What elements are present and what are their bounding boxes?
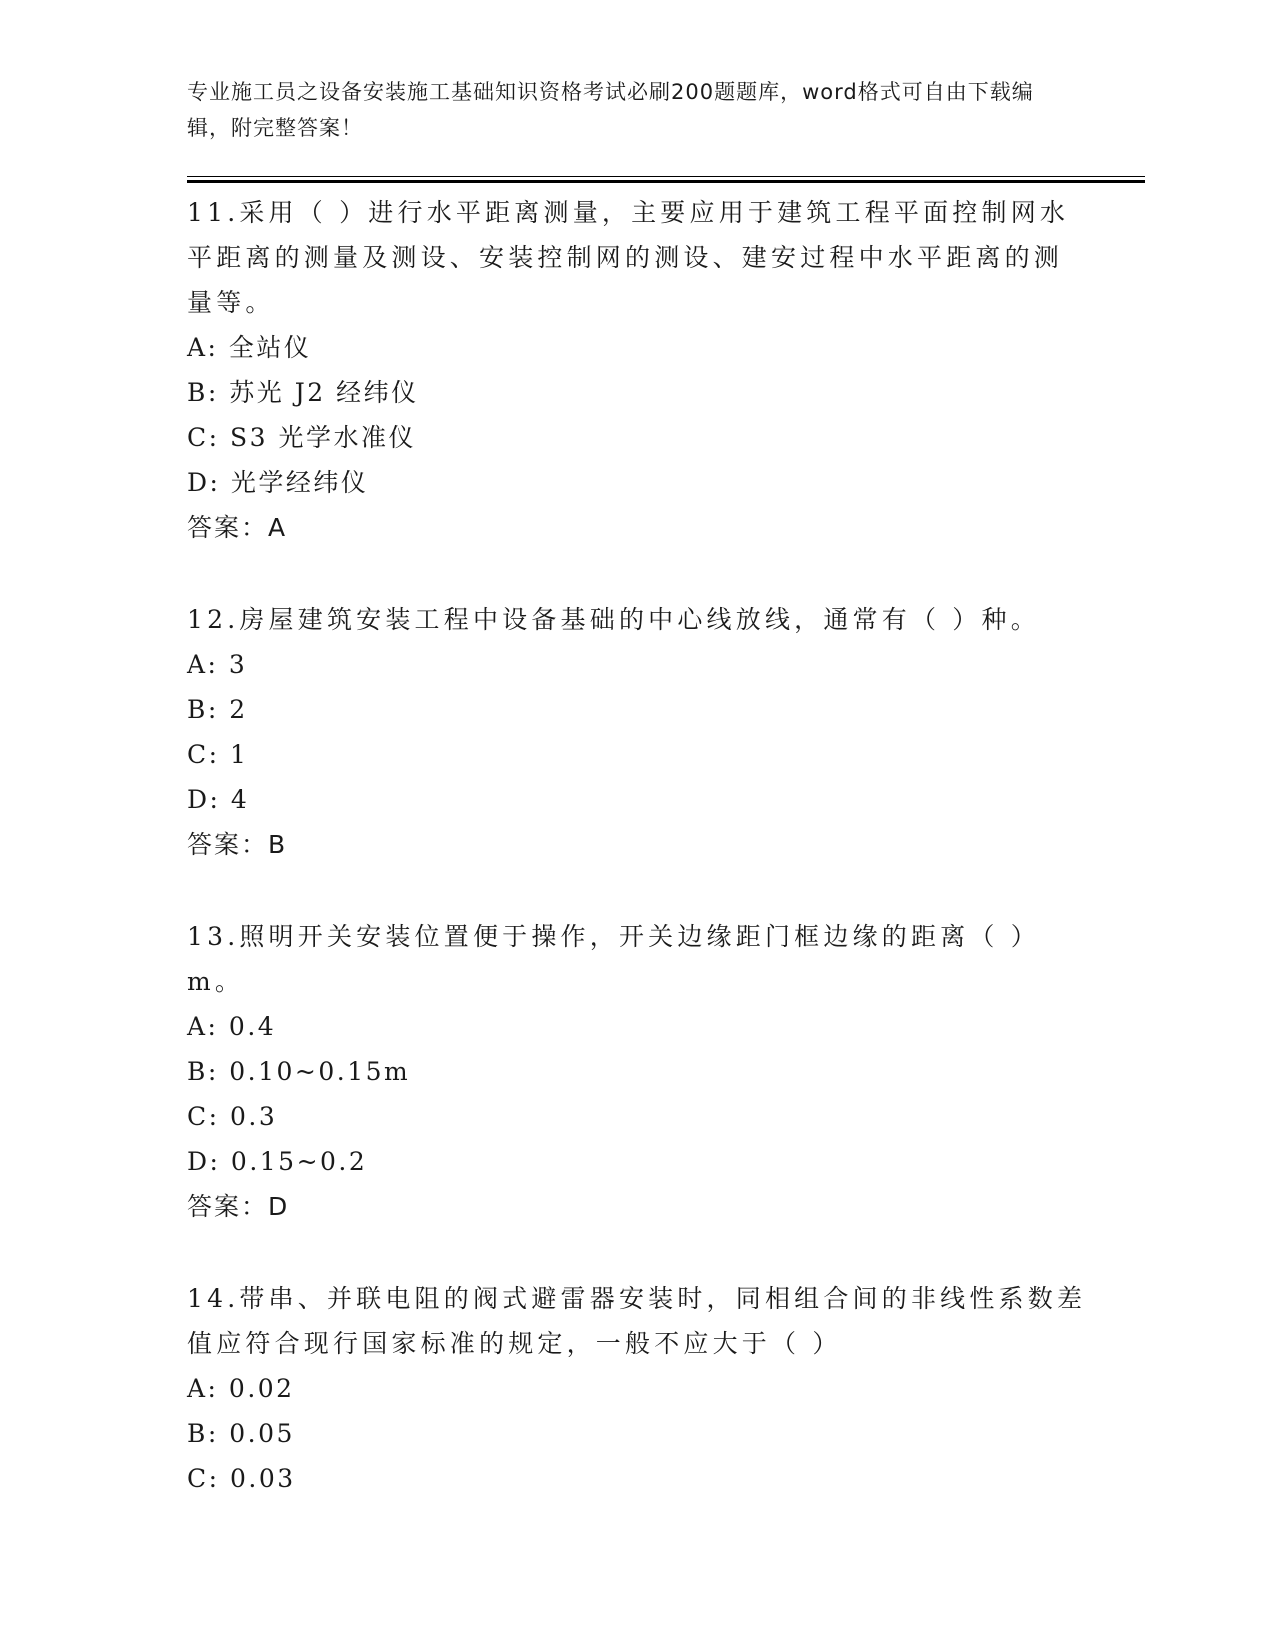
option-b: B: 苏光 J2 经纬仪	[187, 378, 419, 407]
header-divider-thin	[187, 176, 1145, 177]
question-stem: 12.房屋建筑安装工程中设备基础的中心线放线，通常有（ ）种。	[187, 605, 1040, 634]
question-stem: 11.采用（ ）进行水平距离测量，主要应用于建筑工程平面控制网水平距离的测量及测设、安装控制网的测设、建安过程中水平距离的测量等。	[187, 198, 1070, 317]
question-13	[187, 914, 1087, 1229]
answer: 答案：A	[187, 513, 288, 542]
question-list	[187, 190, 1087, 1548]
header-divider-thick	[187, 180, 1145, 183]
option-a: A: 0.4	[187, 1012, 277, 1041]
option-d: D: 光学经纬仪	[187, 468, 369, 497]
question-14	[187, 1276, 1087, 1501]
option-c: C: 0.03	[187, 1464, 296, 1493]
option-a: A: 0.02	[187, 1374, 295, 1403]
answer: 答案：D	[187, 1192, 290, 1221]
question-11	[187, 190, 1087, 550]
option-b: B: 2	[187, 695, 248, 724]
question-stem: 14.带串、并联电阻的阀式避雷器安装时，同相组合间的非线性系数差值应符合现行国家标准的规定，一般不应大于（ ）	[187, 1284, 1087, 1358]
option-c: C: 1	[187, 740, 249, 769]
option-b: B: 0.10~0.15m	[187, 1057, 411, 1086]
option-c: C: 0.3	[187, 1102, 278, 1131]
option-a: A: 全站仪	[187, 333, 312, 362]
option-b: B: 0.05	[187, 1419, 295, 1448]
answer: 答案：B	[187, 830, 288, 859]
option-a: A: 3	[187, 650, 248, 679]
question-12	[187, 597, 1087, 867]
option-d: D: 0.15~0.2	[187, 1147, 368, 1176]
document-header: 专业施工员之设备安装施工基础知识资格考试必刷200题题库，word格式可自由下载编辑，附完整答案！	[187, 80, 1034, 140]
option-c: C: S3 光学水准仪	[187, 423, 416, 452]
question-stem: 13.照明开关安装位置便于操作，开关边缘距门框边缘的距离（ ）m。	[187, 922, 1040, 996]
option-d: D: 4	[187, 785, 250, 814]
